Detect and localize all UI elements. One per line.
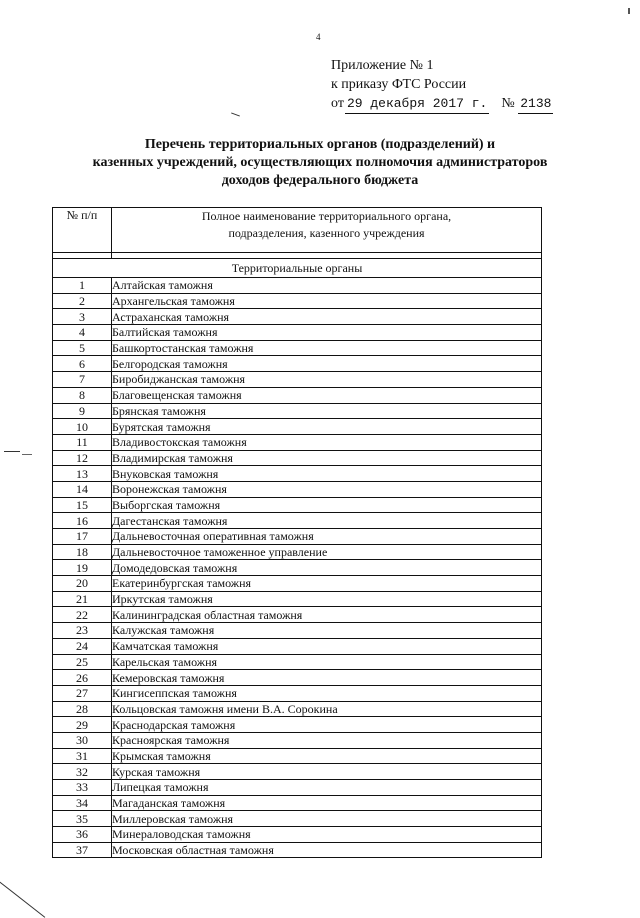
section-row [53, 259, 542, 278]
row-name: Балтийская таможня [112, 325, 542, 341]
table-row [53, 387, 542, 403]
row-name: Крымская таможня [112, 748, 542, 764]
order-number: 2138 [518, 94, 553, 114]
row-number: 16 [53, 513, 112, 529]
table-row [53, 638, 542, 654]
table-row [53, 356, 542, 372]
row-name: Московская областная таможня [112, 842, 542, 858]
row-number: 3 [53, 309, 112, 325]
row-name: Астраханская таможня [112, 309, 542, 325]
row-number: 14 [53, 481, 112, 497]
row-number: 29 [53, 717, 112, 733]
table-row [53, 811, 542, 827]
table-row [53, 434, 542, 450]
table-row [53, 717, 542, 733]
appendix-line1: Приложение № 1 [331, 58, 434, 73]
row-name: Красноярская таможня [112, 732, 542, 748]
row-number: 4 [53, 325, 112, 341]
row-name: Домодедовская таможня [112, 560, 542, 576]
row-name: Минераловодская таможня [112, 827, 542, 843]
row-name: Дагестанская таможня [112, 513, 542, 529]
table-row [53, 654, 542, 670]
row-number: 35 [53, 811, 112, 827]
table-row [53, 560, 542, 576]
row-number: 2 [53, 293, 112, 309]
table-row [53, 481, 542, 497]
row-name: Краснодарская таможня [112, 717, 542, 733]
row-name: Владимирская таможня [112, 450, 542, 466]
stray-mark [628, 8, 630, 14]
row-name: Дальневосточное таможенное управление [112, 544, 542, 560]
table-row [53, 748, 542, 764]
row-number: 19 [53, 560, 112, 576]
appendix-header [331, 56, 553, 114]
table-row [53, 842, 542, 858]
row-number: 18 [53, 544, 112, 560]
table-row [53, 278, 542, 294]
row-name: Алтайская таможня [112, 278, 542, 294]
row-number: 15 [53, 497, 112, 513]
stray-mark [22, 454, 32, 455]
table-row [53, 419, 542, 435]
table-row [53, 450, 542, 466]
appendix-line2: к приказу ФТС России [331, 77, 467, 92]
row-name: Кемеровская таможня [112, 670, 542, 686]
table-row [53, 309, 542, 325]
row-name: Башкортостанская таможня [112, 340, 542, 356]
section-label: Территориальные органы [53, 259, 542, 278]
table-row [53, 780, 542, 796]
stray-mark [4, 451, 20, 452]
row-number: 12 [53, 450, 112, 466]
row-number: 7 [53, 372, 112, 388]
row-name: Кольцовская таможня имени В.А. Сорокина [112, 701, 542, 717]
table-row [53, 497, 542, 513]
table-row [53, 403, 542, 419]
table-row [53, 591, 542, 607]
stray-mark [231, 112, 240, 116]
row-name: Архангельская таможня [112, 293, 542, 309]
header-name-line2: подразделения, казенного учреждения [228, 226, 425, 240]
table-row [53, 544, 542, 560]
stray-mark [0, 880, 45, 918]
organs-table [52, 207, 542, 858]
table-row [53, 340, 542, 356]
row-number: 8 [53, 387, 112, 403]
row-number: 36 [53, 827, 112, 843]
row-name: Благовещенская таможня [112, 387, 542, 403]
table-row [53, 607, 542, 623]
document-title [40, 136, 600, 190]
row-number: 11 [53, 434, 112, 450]
row-name: Иркутская таможня [112, 591, 542, 607]
row-number: 27 [53, 685, 112, 701]
row-number: 9 [53, 403, 112, 419]
title-line1: Перечень территориальных органов (подразделений) и [144, 137, 496, 152]
row-number: 25 [53, 654, 112, 670]
row-number: 21 [53, 591, 112, 607]
order-date: 29 декабря 2017 г. [345, 94, 489, 114]
row-number: 33 [53, 780, 112, 796]
table-row [53, 529, 542, 545]
table-row [53, 670, 542, 686]
row-number: 28 [53, 701, 112, 717]
table-row [53, 795, 542, 811]
row-name: Владивостокская таможня [112, 434, 542, 450]
row-number: 5 [53, 340, 112, 356]
table-row [53, 764, 542, 780]
row-number: 24 [53, 638, 112, 654]
row-name: Кингисеппская таможня [112, 685, 542, 701]
row-number: 26 [53, 670, 112, 686]
table-row [53, 576, 542, 592]
row-name: Бурятская таможня [112, 419, 542, 435]
table-row [53, 466, 542, 482]
table-row [53, 732, 542, 748]
number-prefix: № [501, 96, 515, 111]
header-name [112, 208, 542, 253]
row-number: 32 [53, 764, 112, 780]
row-number: 13 [53, 466, 112, 482]
row-number: 6 [53, 356, 112, 372]
row-name: Карельская таможня [112, 654, 542, 670]
table-row [53, 293, 542, 309]
title-line3: доходов федерального бюджета [221, 173, 419, 188]
table-row [53, 685, 542, 701]
row-name: Дальневосточная оперативная таможня [112, 529, 542, 545]
row-name: Екатеринбургская таможня [112, 576, 542, 592]
row-name: Брянская таможня [112, 403, 542, 419]
row-name: Курская таможня [112, 764, 542, 780]
row-name: Внуковская таможня [112, 466, 542, 482]
row-name: Магаданская таможня [112, 795, 542, 811]
row-number: 30 [53, 732, 112, 748]
row-name: Камчатская таможня [112, 638, 542, 654]
header-num: № п/п [53, 208, 112, 253]
row-number: 10 [53, 419, 112, 435]
table-row [53, 827, 542, 843]
table-row [53, 701, 542, 717]
row-number: 20 [53, 576, 112, 592]
row-name: Биробиджанская таможня [112, 372, 542, 388]
row-number: 17 [53, 529, 112, 545]
table-row [53, 325, 542, 341]
page-number: 4 [316, 32, 321, 42]
row-name: Липецкая таможня [112, 780, 542, 796]
row-name: Воронежская таможня [112, 481, 542, 497]
row-number: 22 [53, 607, 112, 623]
row-name: Белгородская таможня [112, 356, 542, 372]
row-number: 31 [53, 748, 112, 764]
row-number: 23 [53, 623, 112, 639]
table-row [53, 372, 542, 388]
row-name: Калужская таможня [112, 623, 542, 639]
row-number: 37 [53, 842, 112, 858]
header-name-line1: Полное наименование территориального органа, [201, 209, 452, 223]
row-number: 1 [53, 278, 112, 294]
row-name: Выборгская таможня [112, 497, 542, 513]
table-row [53, 623, 542, 639]
row-number: 34 [53, 795, 112, 811]
appendix-order-line [331, 94, 553, 114]
row-name: Миллеровская таможня [112, 811, 542, 827]
table-row [53, 513, 542, 529]
table-header-row [53, 208, 542, 253]
date-prefix: от [331, 96, 344, 111]
title-line2: казенных учреждений, осуществляющих полномочия администраторов [92, 155, 548, 170]
row-name: Калининградская областная таможня [112, 607, 542, 623]
